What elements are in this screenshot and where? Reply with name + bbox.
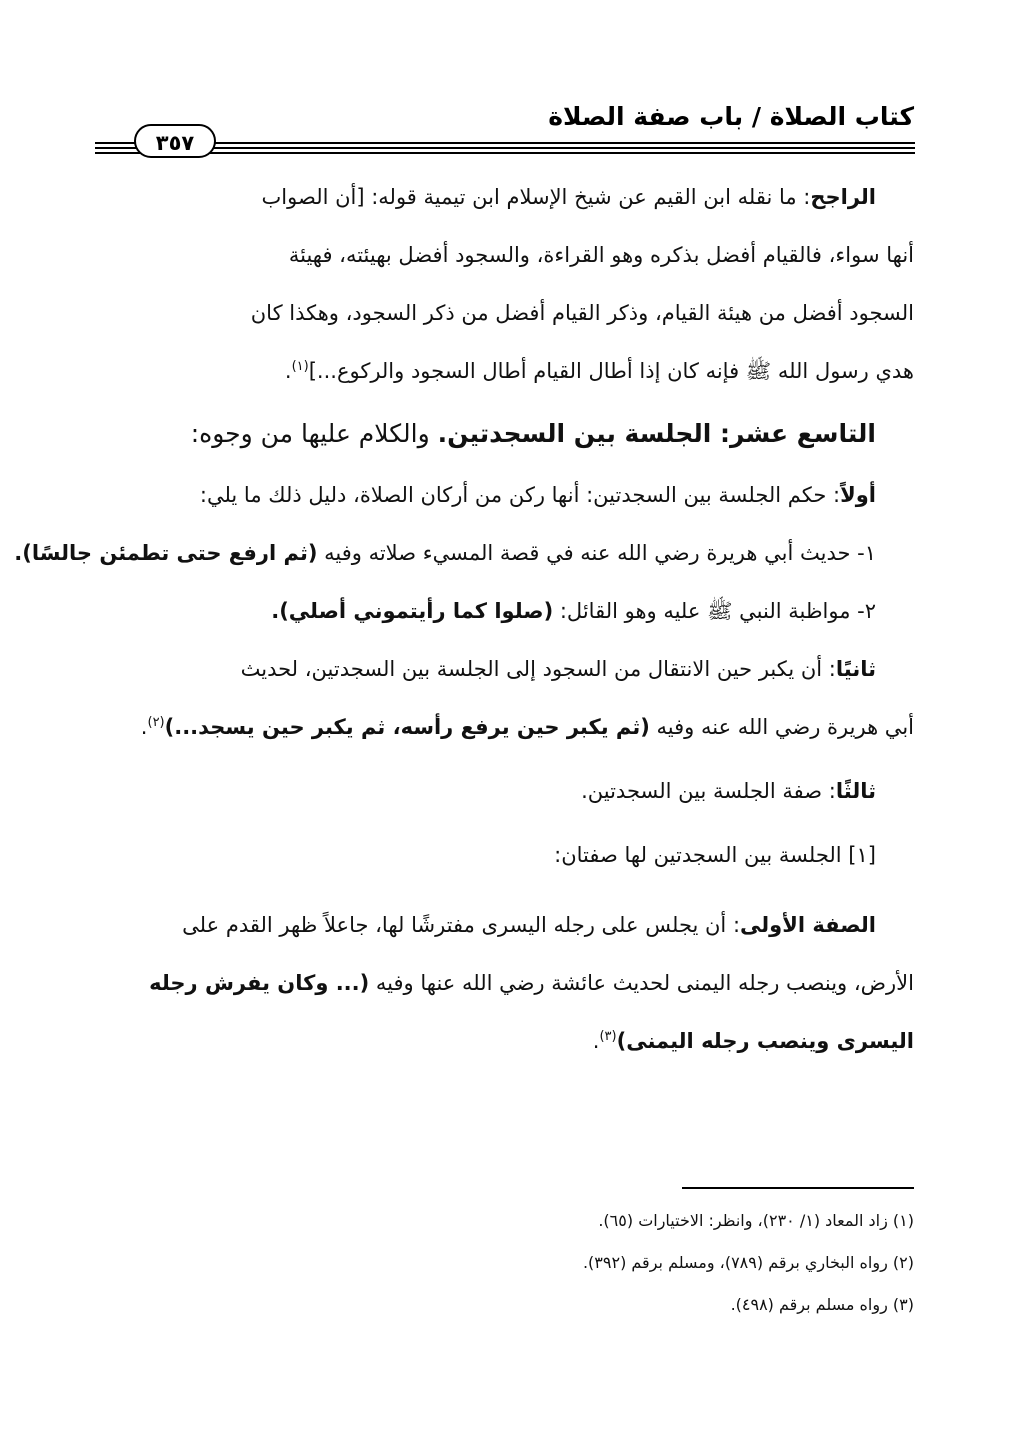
- hadith-quote: (ثم ارفع حتى تطمئن جالسًا).: [14, 541, 318, 565]
- text-line: أبي هريرة رضي الله عنه وفيه (ثم يكبر حين يرفع رأسه، ثم يكبر حين يسجد...)$^{(٢)}$.: [140, 715, 914, 739]
- hadith-quote: (ثم يكبر حين يرفع رأسه، ثم يكبر حين يسجد...): [164, 715, 650, 739]
- paragraph-awwalan: [14, 466, 914, 640]
- footnotes: [104, 1200, 914, 1326]
- text-line: أنها سواء، فالقيام أفضل بذكره وهو القراءة، والسجود أفضل بهيئته، فهيئة: [288, 243, 914, 267]
- text-line: الصفة الأولى: أن يجلس على رجله اليسرى مفترشًا لها، جاعلاً ظهر القدم على: [182, 913, 876, 937]
- text-line: هدي رسول الله ﷺ فإنه كان إذا أطال القيام أطال السجود والركوع...]$^{(١)}$.: [284, 359, 914, 383]
- paragraph-thaniyan: [104, 640, 914, 756]
- lead-term: ثانيًا: [835, 657, 876, 681]
- list-item-2: ٢- مواظبة النبي ﷺ عليه وهو القائل: (صلوا كما رأيتموني أصلي).: [271, 599, 876, 623]
- heading-rest: والكلام عليها من وجوه:: [190, 419, 438, 448]
- text-line: اليسرى وينصب رجله اليمنى)$^{(٣)}$.: [592, 1029, 914, 1053]
- footnote-1: (١) زاد المعاد (١/ ٢٣٠)، وانظر: الاختيارات (٦٥).: [598, 1211, 914, 1230]
- text-line: [١] الجلسة بين السجدتين لها صفتان:: [554, 843, 876, 867]
- text-line: ثانيًا: أن يكبر حين الانتقال من السجود إلى الجلسة بين السجدتين، لحديث: [240, 657, 876, 681]
- paragraph-sifatan: [104, 826, 914, 884]
- section-heading: [104, 402, 914, 466]
- list-item-1: ١- حديث أبي هريرة رضي الله عنه في قصة المسيء صلاته وفيه (ثم ارفع حتى تطمئن جالسًا).: [14, 541, 876, 565]
- header-rule: [95, 140, 915, 156]
- paragraph-rajih: [104, 168, 914, 400]
- text-line: ثالثًا: صفة الجلسة بين السجدتين.: [581, 779, 876, 803]
- footnote-2: (٢) رواه البخاري برقم (٧٨٩)، ومسلم برقم (٣٩٢).: [582, 1253, 914, 1272]
- lead-term: ثالثًا: [835, 779, 876, 803]
- paragraph-thalithan: [104, 762, 914, 820]
- footnote-ref: (١): [291, 359, 309, 374]
- text-line: السجود أفضل من هيئة القيام، وذكر القيام أفضل من ذكر السجود، وهكذا كان: [250, 301, 914, 325]
- footnote-ref: (٣): [599, 1029, 617, 1044]
- lead-term: الصفة الأولى: [740, 913, 876, 937]
- lead-term: أولاً: [840, 483, 876, 507]
- page-number: ٣٥٧: [134, 124, 216, 158]
- paragraph-sifa-1: [104, 896, 914, 1070]
- footnote-3: (٣) رواه مسلم برقم (٤٩٨).: [730, 1295, 914, 1314]
- main-text: [14, 168, 914, 1070]
- text-line: الراجح: ما نقله ابن القيم عن شيخ الإسلام ابن تيمية قوله: [أن الصواب: [261, 185, 876, 209]
- hadith-quote: اليسرى وينصب رجله اليمنى): [616, 1029, 914, 1053]
- text-line: الأرض، وينصب رجله اليمنى لحديث عائشة رضي الله عنها وفيه (... وكان يفرش رجله: [149, 971, 914, 995]
- hadith-quote: (... وكان يفرش رجله: [149, 971, 370, 995]
- lead-term: الراجح: [810, 185, 876, 209]
- heading-main: التاسع عشر: الجلسة بين السجدتين.: [437, 419, 876, 448]
- running-title: كتاب الصلاة / باب صفة الصلاة: [548, 102, 914, 131]
- hadith-quote: (صلوا كما رأيتموني أصلي).: [271, 599, 554, 623]
- footnote-separator: [682, 1187, 914, 1189]
- text-line: أولاً: حكم الجلسة بين السجدتين: أنها ركن من أركان الصلاة، دليل ذلك ما يلي:: [199, 483, 876, 507]
- footnote-ref: (٢): [147, 715, 165, 730]
